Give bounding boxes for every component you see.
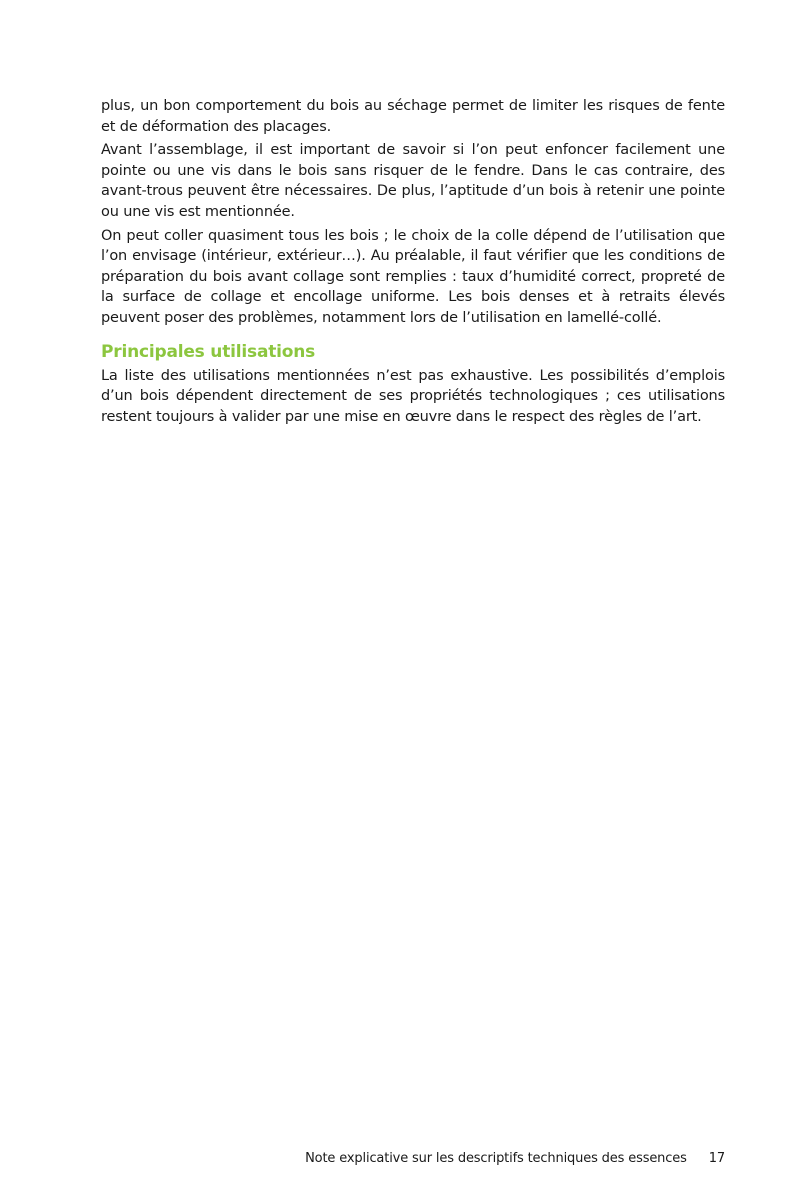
footer-title: Note explicative sur les descriptifs techniques des essences [305,1151,687,1166]
paragraph-gluing: On peut coller quasiment tous les bois ; le choix de la colle dépend de l’utilisation que l’on envisage (intérieur, extérieur…). Au préalable, il faut vérifier que les conditions de préparation du bois avant collage sont remplies : taux d’humidité correct, propreté de la surface de collage et encollage uniforme. Les bois denses et à retraits élevés peuvent poser des problèmes, notamment lors de l’utilisation en lamellé-collé. [101,227,725,326]
section-heading: Principales utilisations [101,341,316,362]
page-footer [0,1150,725,1168]
page-content [101,96,725,430]
page-number: 17 [708,1151,725,1166]
paragraph-uses: La liste des utilisations mentionnées n’est pas exhaustive. Les possibilités d’emplois d’un bois dépendent directement de ses propriétés technologiques ; ces utilisations restent toujours à valider par une mise en œuvre dans le respect des règles de l’art. [101,367,725,425]
paragraph-assembly: Avant l’assemblage, il est important de savoir si l’on peut enfoncer facilement une pointe ou une vis dans le bois sans risquer de le fendre. Dans le cas contraire, des avant-trous peuvent être nécessaires. De plus, l’aptitude d’un bois à retenir une pointe ou une vis est mentionnée. [101,142,725,220]
paragraph-drying: plus, un bon comportement du bois au séchage permet de limiter les risques de fente et de déformation des placages. [101,98,725,135]
